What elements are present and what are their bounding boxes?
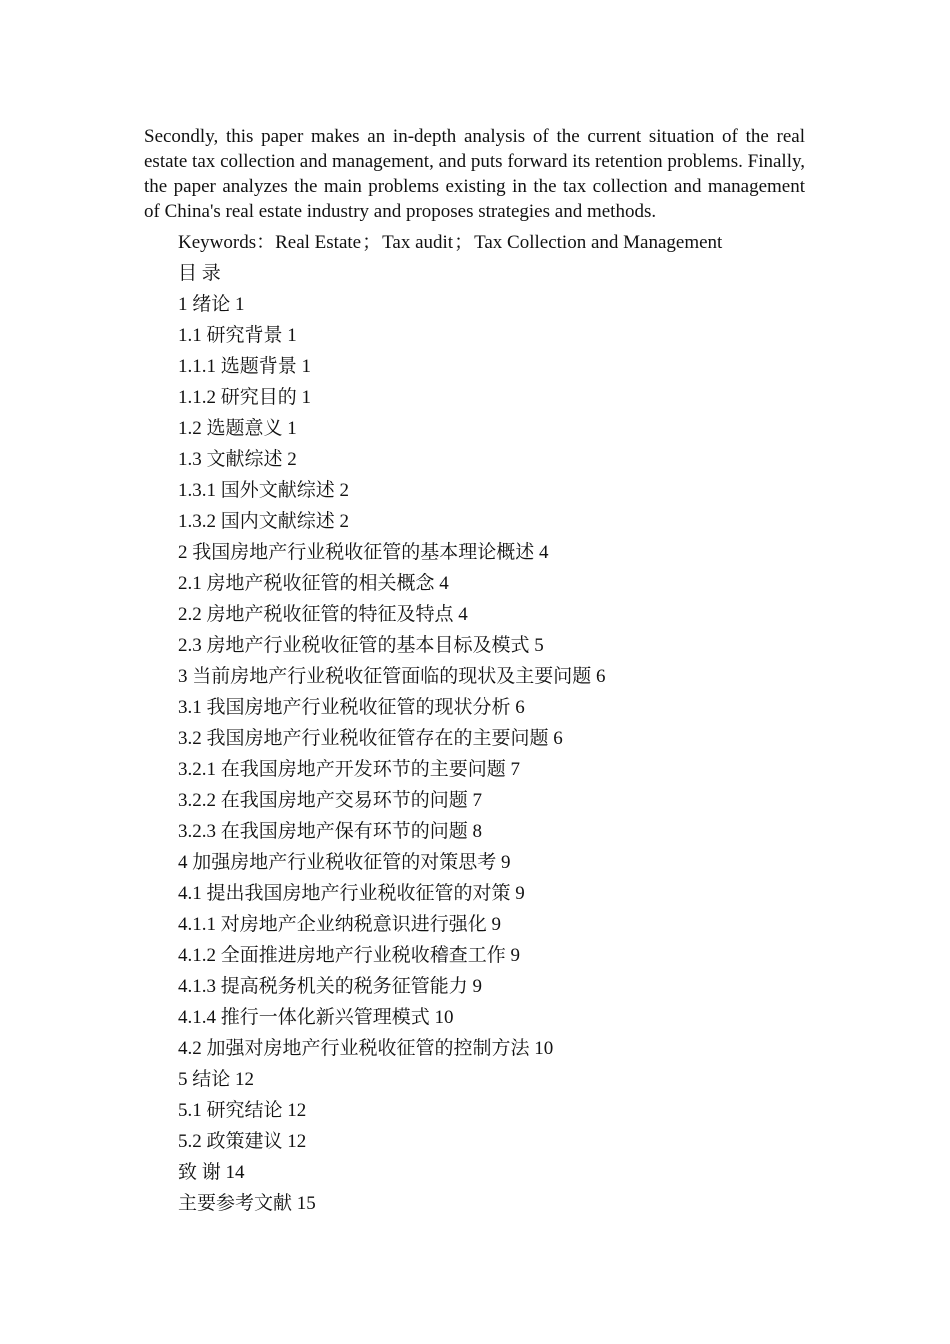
toc-entry: 1.3 文献综述 2 xyxy=(178,449,297,470)
toc-entry: 主要参考文献 15 xyxy=(178,1193,316,1214)
toc-entry: 4.2 加强对房地产行业税收征管的控制方法 10 xyxy=(178,1038,554,1059)
toc-entry: 1.3.2 国内文献综述 2 xyxy=(178,511,350,532)
toc-entry: 致 谢 14 xyxy=(178,1162,245,1183)
toc-entry: 3.2.2 在我国房地产交易环节的问题 7 xyxy=(178,790,483,811)
toc-title: 目 录 xyxy=(178,263,221,284)
toc-entry: 3.1 我国房地产行业税收征管的现状分析 6 xyxy=(178,697,525,718)
toc-entry: 3.2 我国房地产行业税收征管存在的主要问题 6 xyxy=(178,728,563,749)
toc-entry: 1.1 研究背景 1 xyxy=(178,325,297,346)
toc-entry: 3.2.3 在我国房地产保有环节的问题 8 xyxy=(178,821,483,842)
keyword-separator: ； xyxy=(362,232,382,253)
toc-entry: 3 当前房地产行业税收征管面临的现状及主要问题 6 xyxy=(178,666,606,687)
toc-entry: 1.2 选题意义 1 xyxy=(178,418,297,439)
keywords-label: Keywords： xyxy=(178,232,276,253)
toc-entry: 1.1.1 选题背景 1 xyxy=(178,356,312,377)
toc-entry: 1.1.2 研究目的 1 xyxy=(178,387,312,408)
toc-entry: 4.1 提出我国房地产行业税收征管的对策 9 xyxy=(178,883,525,904)
toc-entry: 2.3 房地产行业税收征管的基本目标及模式 5 xyxy=(178,635,544,656)
toc-entry: 2.2 房地产税收征管的特征及特点 4 xyxy=(178,604,468,625)
keywords-line xyxy=(178,227,818,258)
toc-entry: 2.1 房地产税收征管的相关概念 4 xyxy=(178,573,449,594)
toc-entry: 5.1 研究结论 12 xyxy=(178,1100,307,1121)
toc-entry: 5.2 政策建议 12 xyxy=(178,1131,307,1152)
abstract-paragraph: Secondly, this paper makes an in-depth analysis of the current situation of the real estate tax collection and management, and puts forward its retention problems. Finally, the paper analyzes the main problems existing in the tax collection and management of China's real estate industry and proposes strategies and methods. xyxy=(144,126,805,222)
toc-entry: 4.1.1 对房地产企业纳税意识进行强化 9 xyxy=(178,914,502,935)
toc-entry: 4.1.2 全面推进房地产行业税收稽查工作 9 xyxy=(178,945,521,966)
table-of-contents xyxy=(178,227,818,1219)
keyword: Tax Collection and Management xyxy=(474,232,723,253)
toc-entry: 4 加强房地产行业税收征管的对策思考 9 xyxy=(178,852,511,873)
toc-entry: 1 绪论 1 xyxy=(178,294,245,315)
keyword: Tax audit xyxy=(382,232,454,253)
toc-entry: 3.2.1 在我国房地产开发环节的主要问题 7 xyxy=(178,759,521,780)
toc-entry: 4.1.4 推行一体化新兴管理模式 10 xyxy=(178,1007,454,1028)
toc-entry: 4.1.3 提高税务机关的税务征管能力 9 xyxy=(178,976,483,997)
keyword-separator: ； xyxy=(454,232,474,253)
toc-entry: 1.3.1 国外文献综述 2 xyxy=(178,480,350,501)
keyword: Real Estate xyxy=(275,232,362,253)
toc-entry: 2 我国房地产行业税收征管的基本理论概述 4 xyxy=(178,542,549,563)
toc-entry: 5 结论 12 xyxy=(178,1069,255,1090)
